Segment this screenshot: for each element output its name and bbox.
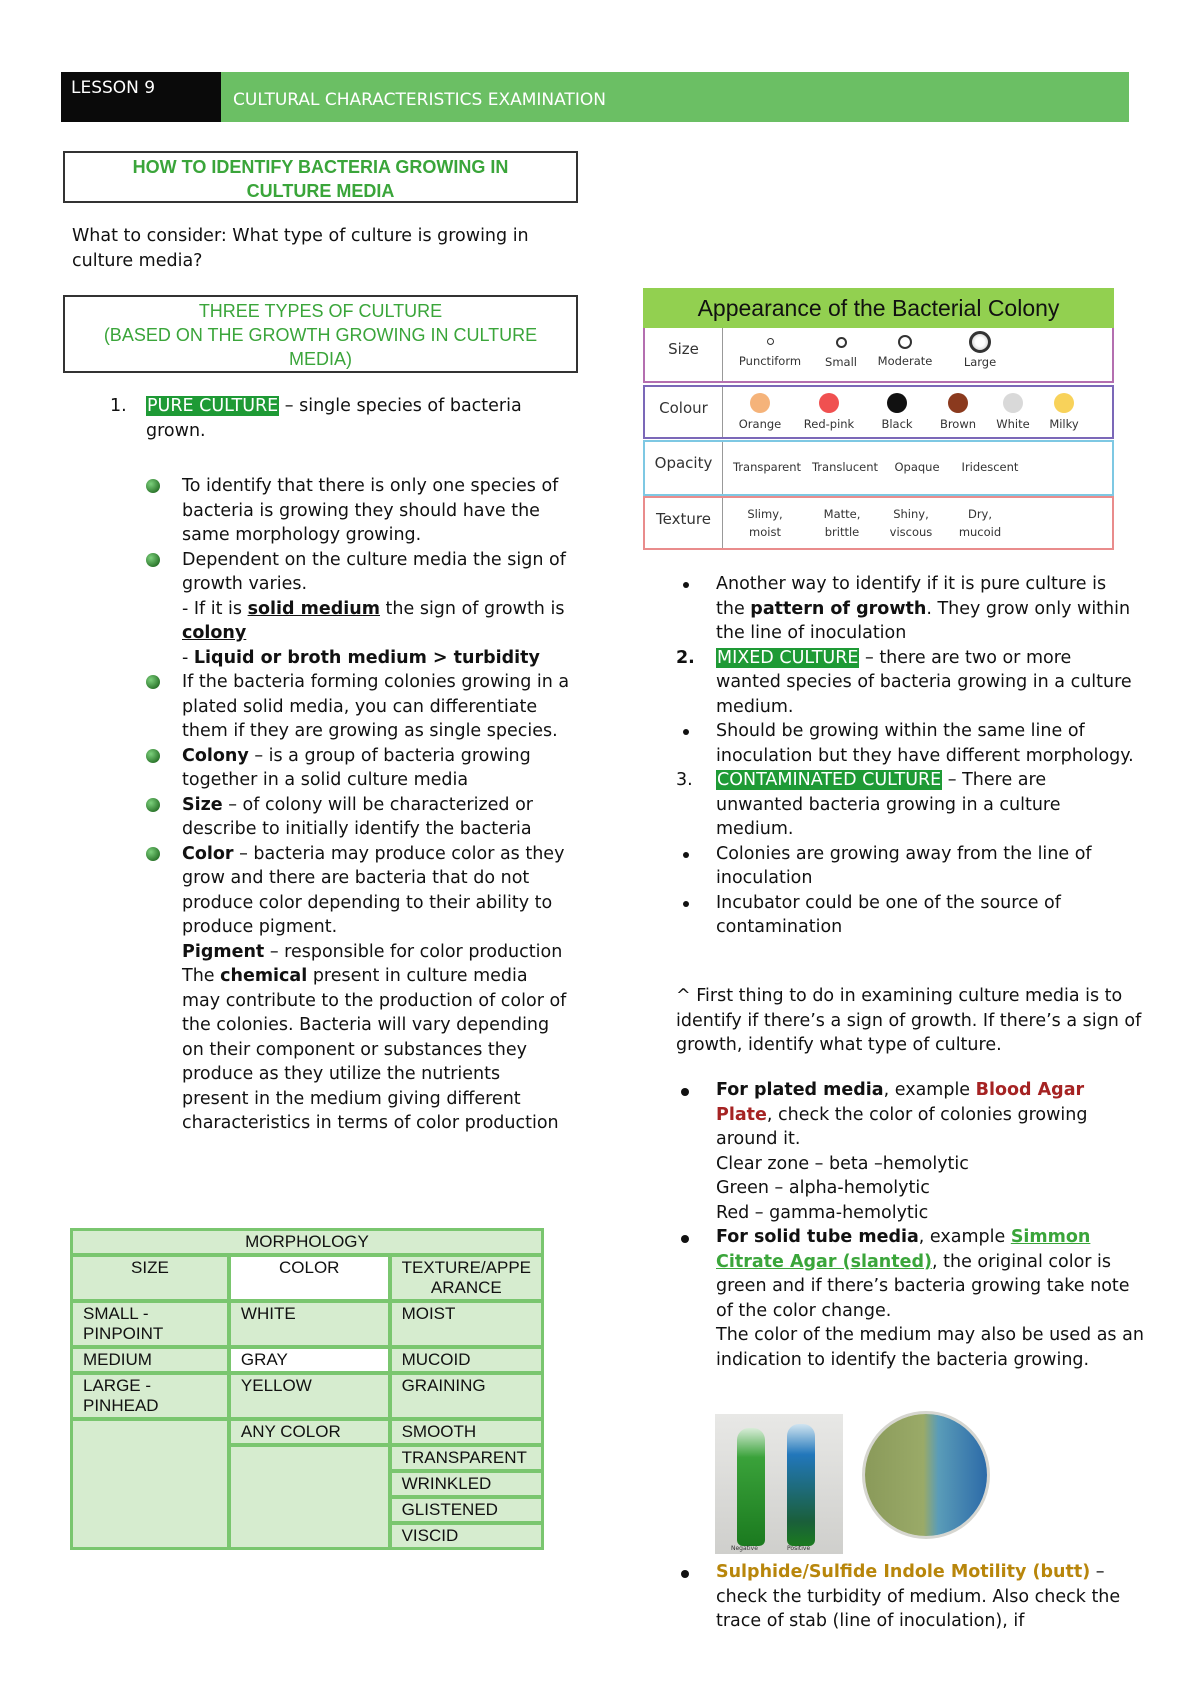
pigment-line: Pigment – responsible for color production bbox=[182, 941, 563, 962]
chart-row-opacity bbox=[643, 440, 1114, 496]
table-cell: YELLOW bbox=[230, 1374, 389, 1418]
row-label: Opacity bbox=[645, 442, 723, 494]
large-colony-icon bbox=[969, 331, 991, 353]
bullet-text: If the bacteria forming colonies growing in a plated solid media, you can differentiate them if they are growing as single species. bbox=[182, 672, 570, 741]
table-cell bbox=[72, 1420, 228, 1548]
table-header-color: COLOR bbox=[230, 1256, 389, 1300]
colour-label: Orange bbox=[738, 417, 782, 431]
colour-label: Brown bbox=[939, 417, 977, 431]
colony-dot-icon bbox=[1003, 393, 1023, 413]
lesson-label: LESSON 9 bbox=[61, 72, 221, 122]
colour-label: Milky bbox=[1049, 417, 1079, 431]
row-label: Texture bbox=[645, 498, 723, 548]
bullet-icon bbox=[681, 1235, 689, 1243]
list-item: Colony – is a group of bacteria growing together in a solid culture media bbox=[146, 744, 571, 793]
list-item: Colonies are growing away from the line of inoculation bbox=[676, 842, 1138, 891]
bullet-icon bbox=[681, 1570, 689, 1578]
texture-label: Dry, mucoid bbox=[958, 507, 1002, 539]
bullet-icon bbox=[683, 901, 689, 907]
colony-appearance-chart bbox=[643, 288, 1114, 550]
chart-row-texture bbox=[643, 496, 1114, 550]
list-item bbox=[146, 474, 571, 548]
list-item: Size – of colony will be characterized or describe to initially identify the bacteria bbox=[146, 793, 571, 842]
table-cell: SMALL - PINPOINT bbox=[72, 1302, 228, 1346]
citrate-plate-photo bbox=[865, 1414, 987, 1536]
texture-label: Matte, brittle bbox=[823, 507, 861, 539]
types-heading-line3: MEDIA) bbox=[289, 349, 352, 369]
types-heading-line1: THREE TYPES OF CULTURE bbox=[198, 301, 443, 321]
colony-dot-icon bbox=[819, 393, 839, 413]
list-item: Sulphide/Sulfide Indole Motility (butt) – check the turbidity of medium. Also check the trace of stab (line of inoculation), if bbox=[676, 1560, 1138, 1634]
list-item: For solid tube media, example Simmon Citrate Agar (slanted), the original color is green and if there’s bacteria growing take note of the color change. The color of the medium may also be used as an indication to identify the bacteria growing. bbox=[676, 1225, 1146, 1372]
bullet-icon bbox=[146, 749, 160, 763]
opacity-label: Iridescent bbox=[961, 460, 1019, 474]
liquid-medium-line: - Liquid or broth medium > turbidity bbox=[182, 647, 540, 668]
growth-note: ^ First thing to do in examining culture media is to identify if there’s a sign of growth. If there’s a sign of growth, identify what type of culture. bbox=[676, 986, 1142, 1055]
table-title: MORPHOLOGY bbox=[72, 1230, 542, 1254]
chart-row-colour bbox=[643, 385, 1114, 439]
contaminated-culture-label: CONTAMINATED CULTURE bbox=[717, 770, 942, 790]
table-cell: WHITE bbox=[230, 1302, 389, 1346]
size-label: Punctiform bbox=[738, 354, 802, 368]
tube-note: The color of the medium may also be used as an indication to identify the bacteria growing. bbox=[716, 1325, 1144, 1370]
colour-label: Black bbox=[881, 417, 913, 431]
sim-item bbox=[676, 1560, 1138, 1634]
identify-heading-box bbox=[63, 151, 578, 203]
bullet-icon bbox=[146, 675, 160, 689]
table-header-size: SIZE bbox=[72, 1256, 228, 1300]
texture-label: Shiny, viscous bbox=[889, 507, 933, 539]
colour-swatch bbox=[1033, 393, 1095, 431]
size-label: Small bbox=[825, 355, 857, 369]
list-item: Should be growing within the same line of inoculation but they have different morphology. bbox=[676, 719, 1138, 768]
table-header-texture: TEXTURE/APPE ARANCE bbox=[391, 1256, 542, 1300]
tube-label: Negative bbox=[731, 1545, 758, 1552]
table-cell: VISCID bbox=[391, 1524, 542, 1548]
identify-heading-line2: CULTURE MEDIA bbox=[246, 181, 395, 201]
table-cell: TRANSPARENT bbox=[391, 1446, 542, 1470]
colour-swatch bbox=[798, 393, 860, 431]
table-cell: GLISTENED bbox=[391, 1498, 542, 1522]
bullet-icon bbox=[681, 1088, 689, 1096]
consider-question: What to consider: What type of culture is growing in culture media? bbox=[72, 226, 529, 271]
list-item: Incubator could be one of the source of contamination bbox=[676, 891, 1138, 940]
positive-tube-icon bbox=[787, 1424, 815, 1546]
bullet-icon bbox=[146, 553, 160, 567]
table-cell: MUCOID bbox=[391, 1348, 542, 1372]
tube-label: Positive bbox=[787, 1545, 811, 1552]
pure-culture-label: PURE CULTURE bbox=[147, 396, 279, 416]
negative-tube-icon bbox=[737, 1428, 765, 1546]
bullet-icon bbox=[146, 479, 160, 493]
punctiform-colony-icon bbox=[767, 338, 774, 345]
table-cell: ANY COLOR bbox=[230, 1420, 389, 1444]
list-item bbox=[146, 548, 571, 671]
mixed-culture-item: 2. MIXED CULTURE – there are two or more wanted species of bacteria growing in a culture medium. bbox=[676, 647, 1132, 717]
table-cell: WRINKLED bbox=[391, 1472, 542, 1496]
beta-line: Clear zone – beta –hemolytic bbox=[716, 1153, 969, 1174]
opacity-label: Transparent bbox=[732, 460, 802, 474]
bullet-icon bbox=[683, 852, 689, 858]
table-cell: SMOOTH bbox=[391, 1420, 542, 1444]
citrate-tubes-photo bbox=[715, 1414, 843, 1554]
colour-swatch bbox=[927, 393, 989, 431]
list-item: For plated media, example Blood Agar Plate, check the color of colonies growing around it. Clear zone – beta –hemolytic Green – alpha-hemolytic Red – gamma-hemolytic bbox=[676, 1078, 1146, 1225]
solid-medium-line: - If it is solid medium the sign of growth is colony bbox=[182, 598, 565, 643]
types-heading-box bbox=[63, 295, 578, 373]
bullet-icon bbox=[146, 798, 160, 812]
right-column bbox=[676, 572, 1138, 940]
colony-dot-icon bbox=[1054, 393, 1074, 413]
bullet-icon bbox=[683, 729, 689, 735]
row-label: Size bbox=[645, 328, 723, 381]
bullet-text: Dependent on the culture media the sign of growth varies. bbox=[182, 549, 566, 594]
list-item bbox=[146, 670, 571, 744]
colony-dot-icon bbox=[750, 393, 770, 413]
pure-culture-item bbox=[110, 394, 565, 443]
contaminated-culture-item: 3. CONTAMINATED CULTURE – There are unwanted bacteria growing in a culture medium. bbox=[676, 770, 1061, 839]
gamma-line: Red – gamma-hemolytic bbox=[716, 1202, 929, 1223]
chart-title: Appearance of the Bacterial Colony bbox=[643, 288, 1114, 328]
pure-culture-bullets bbox=[146, 474, 571, 1136]
size-label: Moderate bbox=[877, 354, 933, 368]
moderate-colony-icon bbox=[898, 335, 912, 349]
row-label: Colour bbox=[645, 387, 723, 437]
small-colony-icon bbox=[836, 337, 847, 348]
colour-label: Red-pink bbox=[803, 417, 855, 431]
bullet-icon bbox=[146, 847, 160, 861]
pure-culture-number: 1. bbox=[110, 396, 127, 416]
table-cell: LARGE - PINHEAD bbox=[72, 1374, 228, 1418]
morphology-table bbox=[70, 1228, 544, 1550]
chart-row-size bbox=[643, 328, 1114, 383]
colour-swatch bbox=[866, 393, 928, 431]
list-item: Another way to identify if it is pure culture is the pattern of growth. They grow only within the line of inoculation bbox=[676, 572, 1138, 646]
bullet-text: To identify that there is only one species of bacteria is growing they should have the same morphology growing. bbox=[182, 476, 559, 545]
size-label: Large bbox=[963, 355, 997, 369]
pure-culture-desc: – single species of bacteria grown. bbox=[146, 396, 522, 441]
texture-label: Slimy, moist bbox=[747, 507, 783, 539]
opacity-label: Translucent bbox=[811, 460, 879, 474]
lesson-title: CULTURAL CHARACTERISTICS EXAMINATION bbox=[221, 72, 1129, 122]
chemical-line: The chemical present in culture media may contribute to the production of color of the colonies. Bacteria will vary depending on their component or substances they produce as they utilize the nutrients present in the medium giving different characteristics in terms of color production bbox=[182, 966, 567, 1133]
media-examples bbox=[676, 1078, 1146, 1372]
table-cell: GRAY bbox=[230, 1348, 389, 1372]
table-cell: GRAINING bbox=[391, 1374, 542, 1418]
bullet-icon bbox=[683, 582, 689, 588]
colour-label: White bbox=[996, 417, 1030, 431]
types-heading-line2: (BASED ON THE GROWTH GROWING IN CULTURE bbox=[103, 325, 538, 345]
colony-dot-icon bbox=[948, 393, 968, 413]
colour-swatch bbox=[729, 393, 791, 431]
table-cell: MOIST bbox=[391, 1302, 542, 1346]
colony-dot-icon bbox=[887, 393, 907, 413]
opacity-label: Opaque bbox=[894, 460, 940, 474]
table-cell: MEDIUM bbox=[72, 1348, 228, 1372]
list-item: Color – bacteria may produce color as they grow and there are bacteria that do not produce color depending to their ability to produce pigment. Pigment – responsible for color production The chemical present in culture media may contribute to the production of color of the colonies. Bacteria will vary depending on their component or substances they produce as they utilize the nutrients present in the medium giving different characteristics in terms of color production bbox=[146, 842, 571, 1136]
identify-heading-line1: HOW TO IDENTIFY BACTERIA GROWING IN bbox=[132, 157, 509, 177]
mixed-culture-label: MIXED CULTURE bbox=[717, 647, 859, 668]
alpha-line: Green – alpha-hemolytic bbox=[716, 1178, 930, 1198]
table-cell bbox=[230, 1446, 389, 1548]
